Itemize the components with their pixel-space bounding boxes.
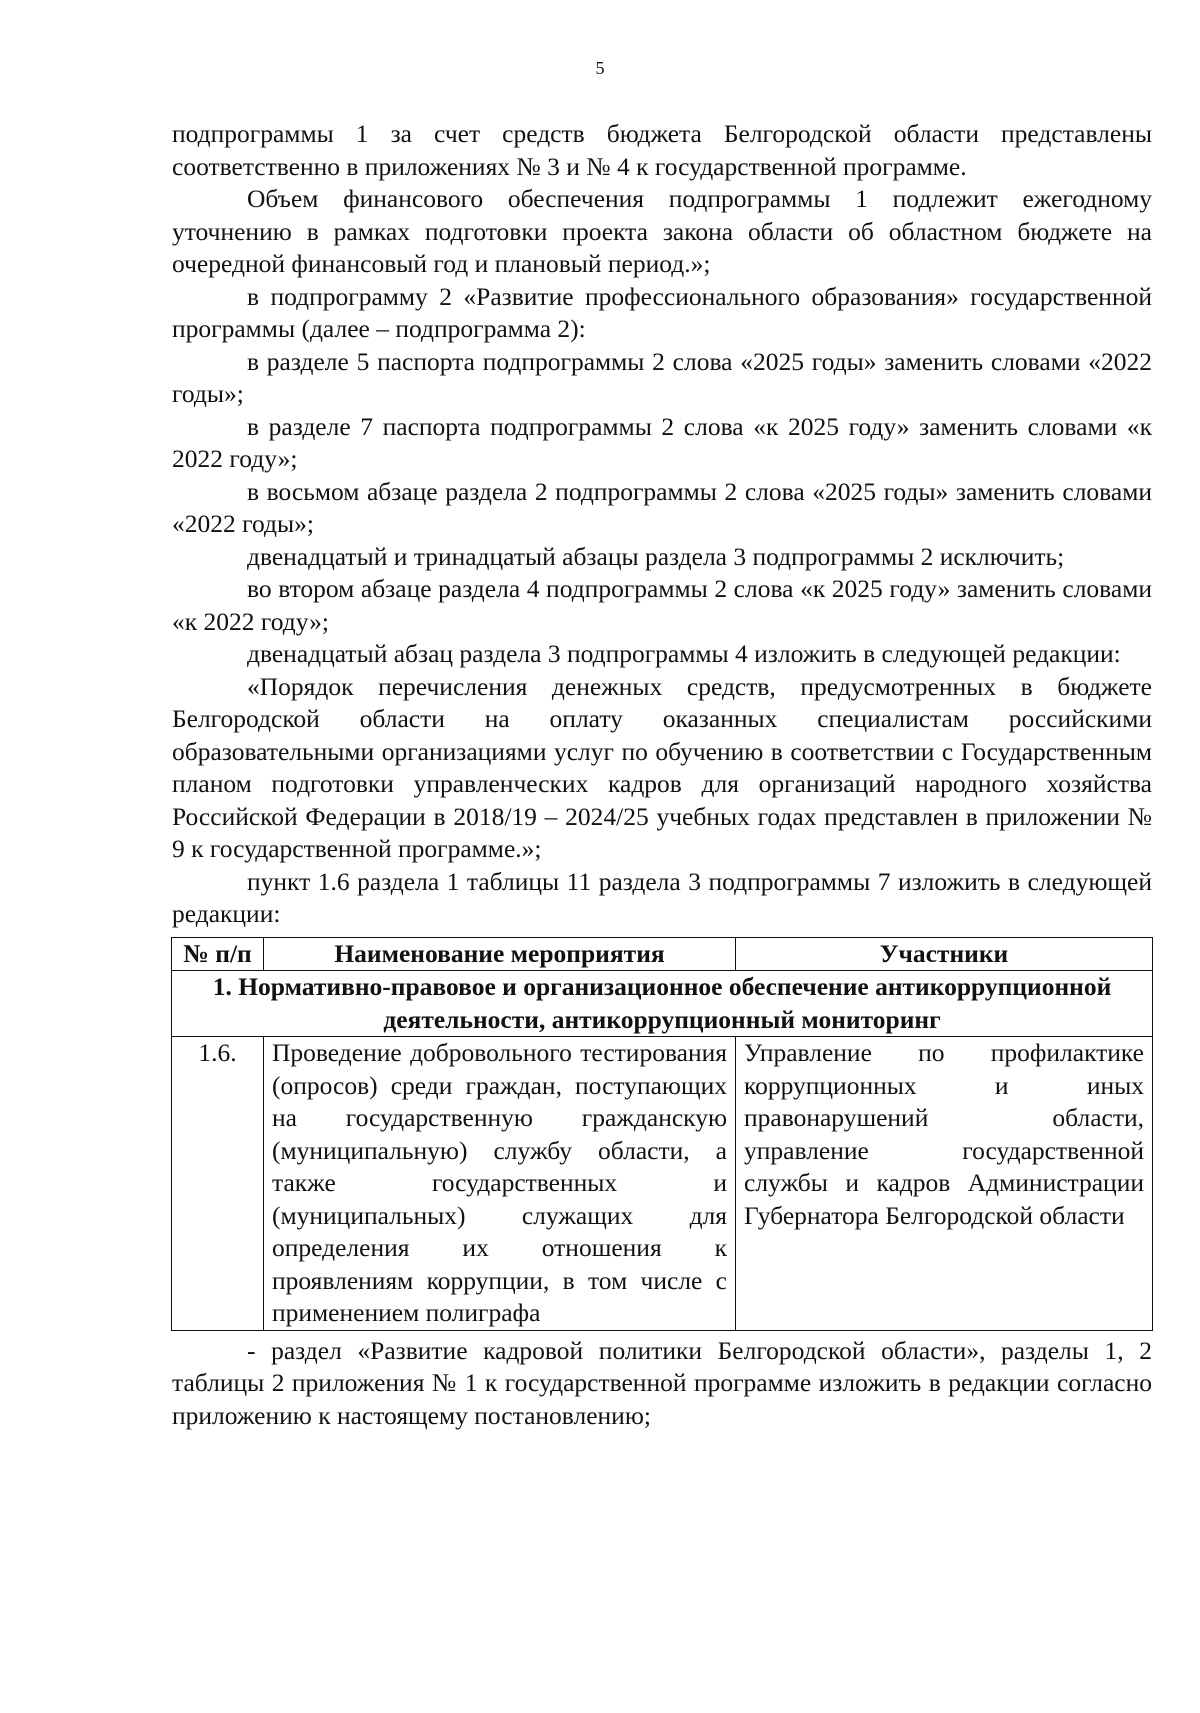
page-number: 5 bbox=[595, 58, 605, 78]
row-participants: Управление по профилактике коррупционных и иных правонарушений области, управление государственной службы и кадров Администрации Губернатора Белгородской области bbox=[736, 1037, 1153, 1331]
paragraph: «Порядок перечисления денежных средств, предусмотренных в бюджете Белгородской области на оплату оказанных специалистам российскими образовательными организациями услуг по обучению в соответствии с Государственным планом подготовки управленческих кадров для организаций народного хозяйства Российской Федерации в 2018/19 – 2024/25 учебных годах представлен в приложении № 9 к государственной программе.»; bbox=[172, 671, 1152, 863]
row-name: Проведение добровольного тестирования (опросов) среди граждан, поступающих на государственную гражданскую (муниципальную) службу области, а также государственных и (муниципальных) служащих для определения их отношения к проявлениям коррупции, в том числе с применением полиграфа bbox=[264, 1037, 736, 1331]
row-number: 1.6. bbox=[172, 1037, 264, 1331]
paragraph: двенадцатый и тринадцатый абзацы раздела 3 подпрограммы 2 исключить; bbox=[247, 541, 1065, 571]
paragraph: во втором абзаце раздела 4 подпрограммы 2 слова «к 2025 году» заменить словами «к 2022 году»; bbox=[172, 574, 1152, 636]
events-table bbox=[171, 937, 1153, 1331]
paragraph: в восьмом абзаце раздела 2 подпрограммы 2 слова «2025 годы» заменить словами «2022 годы»; bbox=[172, 476, 1152, 538]
table-header-row bbox=[172, 937, 1153, 971]
paragraph: в разделе 5 паспорта подпрограммы 2 слова «2025 годы» заменить словами «2022 годы»; bbox=[172, 346, 1152, 408]
paragraph: в разделе 7 паспорта подпрограммы 2 слова «к 2025 году» заменить словами «к 2022 году»; bbox=[172, 411, 1152, 473]
paragraph: подпрограммы 1 за счет средств бюджета Белгородской области представлены соответственно в приложениях № 3 и № 4 к государственной программе. bbox=[172, 119, 1152, 181]
section-title: 1. Нормативно-правовое и организационное обеспечение антикоррупционной деятельности, антикоррупционный мониторинг bbox=[172, 971, 1153, 1037]
header-number: № п/п bbox=[172, 937, 264, 971]
paragraph: двенадцатый абзац раздела 3 подпрограммы 4 изложить в следующей редакции: bbox=[247, 639, 1121, 668]
paragraph: Объем финансового обеспечения подпрограммы 1 подлежит ежегодному уточнению в рамках подготовки проекта закона области об областном бюджете на очередной финансовый год и плановый период.»; bbox=[172, 184, 1152, 278]
table-section-row bbox=[172, 971, 1153, 1037]
table-row bbox=[172, 1037, 1153, 1331]
paragraph: в подпрограмму 2 «Развитие профессионального образования» государственной программы (далее – подпрограмма 2): bbox=[172, 281, 1152, 343]
header-participants: Участники bbox=[736, 937, 1153, 971]
header-name: Наименование мероприятия bbox=[264, 937, 736, 971]
document-body bbox=[172, 118, 1152, 1432]
paragraph: - раздел «Развитие кадровой политики Белгородской области», разделы 1, 2 таблицы 2 приложения № 1 к государственной программе изложить в редакции согласно приложению к настоящему постановлению; bbox=[172, 1335, 1152, 1430]
paragraph: пункт 1.6 раздела 1 таблицы 11 раздела 3 подпрограммы 7 изложить в следующей редакции: bbox=[172, 866, 1152, 928]
